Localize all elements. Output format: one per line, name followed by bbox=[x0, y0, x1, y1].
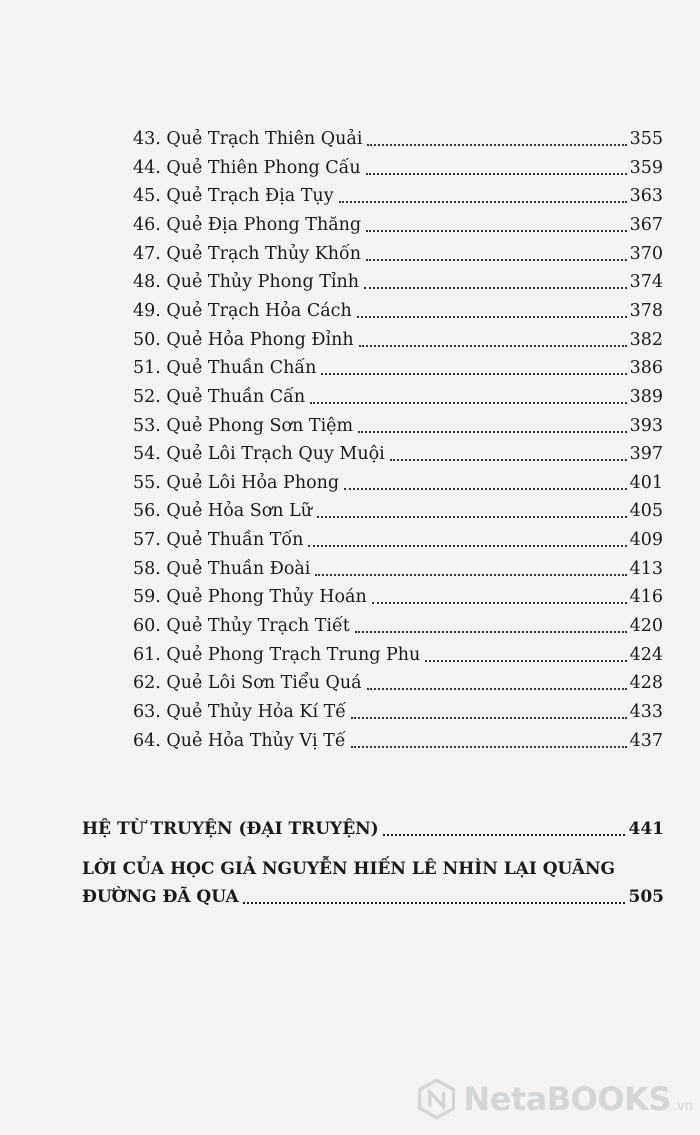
toc-entry bbox=[133, 727, 663, 755]
entry-page: 386 bbox=[629, 358, 663, 379]
entry-title: 54. Quẻ Lôi Trạch Quy Muội bbox=[133, 444, 385, 465]
toc-entry bbox=[133, 698, 663, 726]
toc-entry bbox=[133, 154, 663, 182]
dot-leader bbox=[364, 287, 627, 289]
toc-entry bbox=[133, 669, 663, 697]
entry-page: 433 bbox=[629, 702, 663, 722]
dot-leader bbox=[383, 834, 625, 836]
entry-title: 56. Quẻ Hỏa Sơn Lữ bbox=[133, 501, 312, 522]
dot-leader bbox=[344, 488, 626, 490]
toc-entry bbox=[133, 497, 663, 525]
entry-title: 60. Quẻ Thủy Trạch Tiết bbox=[133, 616, 350, 637]
entry-title: 52. Quẻ Thuần Cấn bbox=[133, 386, 306, 407]
dot-leader bbox=[358, 431, 626, 433]
dot-leader bbox=[367, 144, 626, 146]
entry-page: 378 bbox=[629, 300, 663, 321]
dot-leader bbox=[366, 259, 627, 261]
entry-title: 53. Quẻ Phong Sơn Tiệm bbox=[133, 415, 354, 436]
section-title: HỆ TỪ TRUYỆN (ĐẠI TRUYỆN) bbox=[82, 819, 379, 839]
entry-page: 428 bbox=[629, 673, 663, 694]
toc-entry bbox=[133, 326, 663, 354]
toc-entry bbox=[133, 469, 663, 497]
dot-leader bbox=[366, 173, 627, 175]
toc-entry bbox=[133, 526, 663, 554]
entry-title: 46. Quẻ Địa Phong Thăng bbox=[133, 214, 362, 235]
toc-section-he-tu-truyen bbox=[82, 815, 664, 843]
toc-entry bbox=[133, 641, 663, 669]
watermark bbox=[418, 1072, 693, 1126]
toc-entry bbox=[133, 125, 663, 153]
entry-page: 355 bbox=[629, 129, 663, 149]
entry-page: 413 bbox=[629, 558, 663, 579]
toc-entry bbox=[133, 383, 663, 411]
entry-page: 382 bbox=[629, 329, 663, 350]
toc-entry bbox=[133, 297, 663, 325]
section-title-line2: ĐƯỜNG ĐÃ QUA bbox=[82, 887, 239, 907]
toc-entry bbox=[133, 268, 663, 296]
toc-entry bbox=[133, 612, 663, 640]
entry-title: 50. Quẻ Hỏa Phong Đỉnh bbox=[133, 329, 354, 350]
dot-leader bbox=[366, 230, 626, 232]
dot-leader bbox=[310, 402, 627, 404]
entry-title: 63. Quẻ Thủy Hỏa Kí Tế bbox=[133, 702, 347, 722]
entry-title: 47. Quẻ Trạch Thủy Khốn bbox=[133, 243, 362, 264]
entry-page: 437 bbox=[629, 730, 663, 751]
dot-leader bbox=[355, 631, 627, 633]
dot-leader bbox=[308, 545, 626, 547]
dot-leader bbox=[390, 459, 627, 461]
dot-leader bbox=[315, 574, 626, 576]
watermark-brand: NetaBOOKS bbox=[463, 1080, 671, 1118]
toc-entry bbox=[133, 412, 663, 440]
dot-leader bbox=[321, 373, 626, 375]
entry-title: 48. Quẻ Thủy Phong Tỉnh bbox=[133, 272, 360, 293]
entry-page: 397 bbox=[629, 444, 663, 465]
entry-title: 57. Quẻ Thuần Tốn bbox=[133, 530, 304, 551]
section-title-line1: LỜI CỦA HỌC GIẢ NGUYỄN HIẾN LÊ NHÌN LẠI QUÃNG bbox=[82, 859, 616, 879]
entry-title: 44. Quẻ Thiên Phong Cấu bbox=[133, 157, 361, 178]
entry-page: 424 bbox=[629, 644, 663, 665]
entry-title: 49. Quẻ Trạch Hỏa Cách bbox=[133, 300, 352, 321]
dot-leader bbox=[351, 746, 627, 748]
entry-title: 62. Quẻ Lôi Sơn Tiểu Quá bbox=[133, 673, 362, 694]
entry-title: 43. Quẻ Trạch Thiên Quải bbox=[133, 129, 363, 149]
entry-page: 416 bbox=[629, 587, 663, 608]
toc-entry bbox=[133, 354, 663, 382]
dot-leader bbox=[372, 602, 627, 604]
dot-leader bbox=[317, 516, 627, 518]
entry-title: 45. Quẻ Trạch Địa Tụy bbox=[133, 186, 334, 207]
entry-page: 409 bbox=[629, 530, 663, 551]
toc-entry bbox=[133, 182, 663, 210]
toc-entry bbox=[133, 583, 663, 611]
entry-page: 374 bbox=[629, 272, 663, 293]
entry-title: 64. Quẻ Hỏa Thủy Vị Tế bbox=[133, 730, 346, 751]
entry-page: 367 bbox=[629, 214, 663, 235]
entry-title: 51. Quẻ Thuần Chấn bbox=[133, 358, 317, 379]
entry-page: 401 bbox=[629, 472, 663, 493]
dot-leader bbox=[339, 201, 627, 203]
toc-entry bbox=[133, 211, 663, 239]
entry-title: 59. Quẻ Phong Thủy Hoán bbox=[133, 587, 367, 608]
entry-page: 405 bbox=[629, 501, 663, 522]
dot-leader bbox=[357, 316, 627, 318]
dot-leader bbox=[359, 345, 627, 347]
section-page: 505 bbox=[628, 887, 664, 907]
toc-entry bbox=[133, 440, 663, 468]
dot-leader bbox=[425, 660, 626, 662]
entry-page: 363 bbox=[629, 186, 663, 207]
dot-leader bbox=[367, 688, 627, 690]
toc-entry bbox=[133, 240, 663, 268]
toc-section-loi-cua-hoc-gia bbox=[82, 883, 664, 911]
entry-page: 370 bbox=[629, 243, 663, 264]
watermark-suffix: .vn bbox=[672, 1098, 693, 1114]
entry-page: 389 bbox=[629, 386, 663, 407]
section-page: 441 bbox=[628, 819, 664, 839]
entry-page: 359 bbox=[629, 157, 663, 178]
dot-leader bbox=[351, 717, 627, 719]
entry-page: 393 bbox=[629, 415, 663, 436]
entry-title: 55. Quẻ Lôi Hỏa Phong bbox=[133, 472, 340, 493]
toc-entry bbox=[133, 555, 663, 583]
dot-leader bbox=[243, 902, 625, 904]
n-logo-icon bbox=[418, 1075, 455, 1123]
entry-title: 58. Quẻ Thuần Đoài bbox=[133, 558, 311, 579]
entry-title: 61. Quẻ Phong Trạch Trung Phu bbox=[133, 644, 421, 665]
entry-page: 420 bbox=[629, 616, 663, 637]
